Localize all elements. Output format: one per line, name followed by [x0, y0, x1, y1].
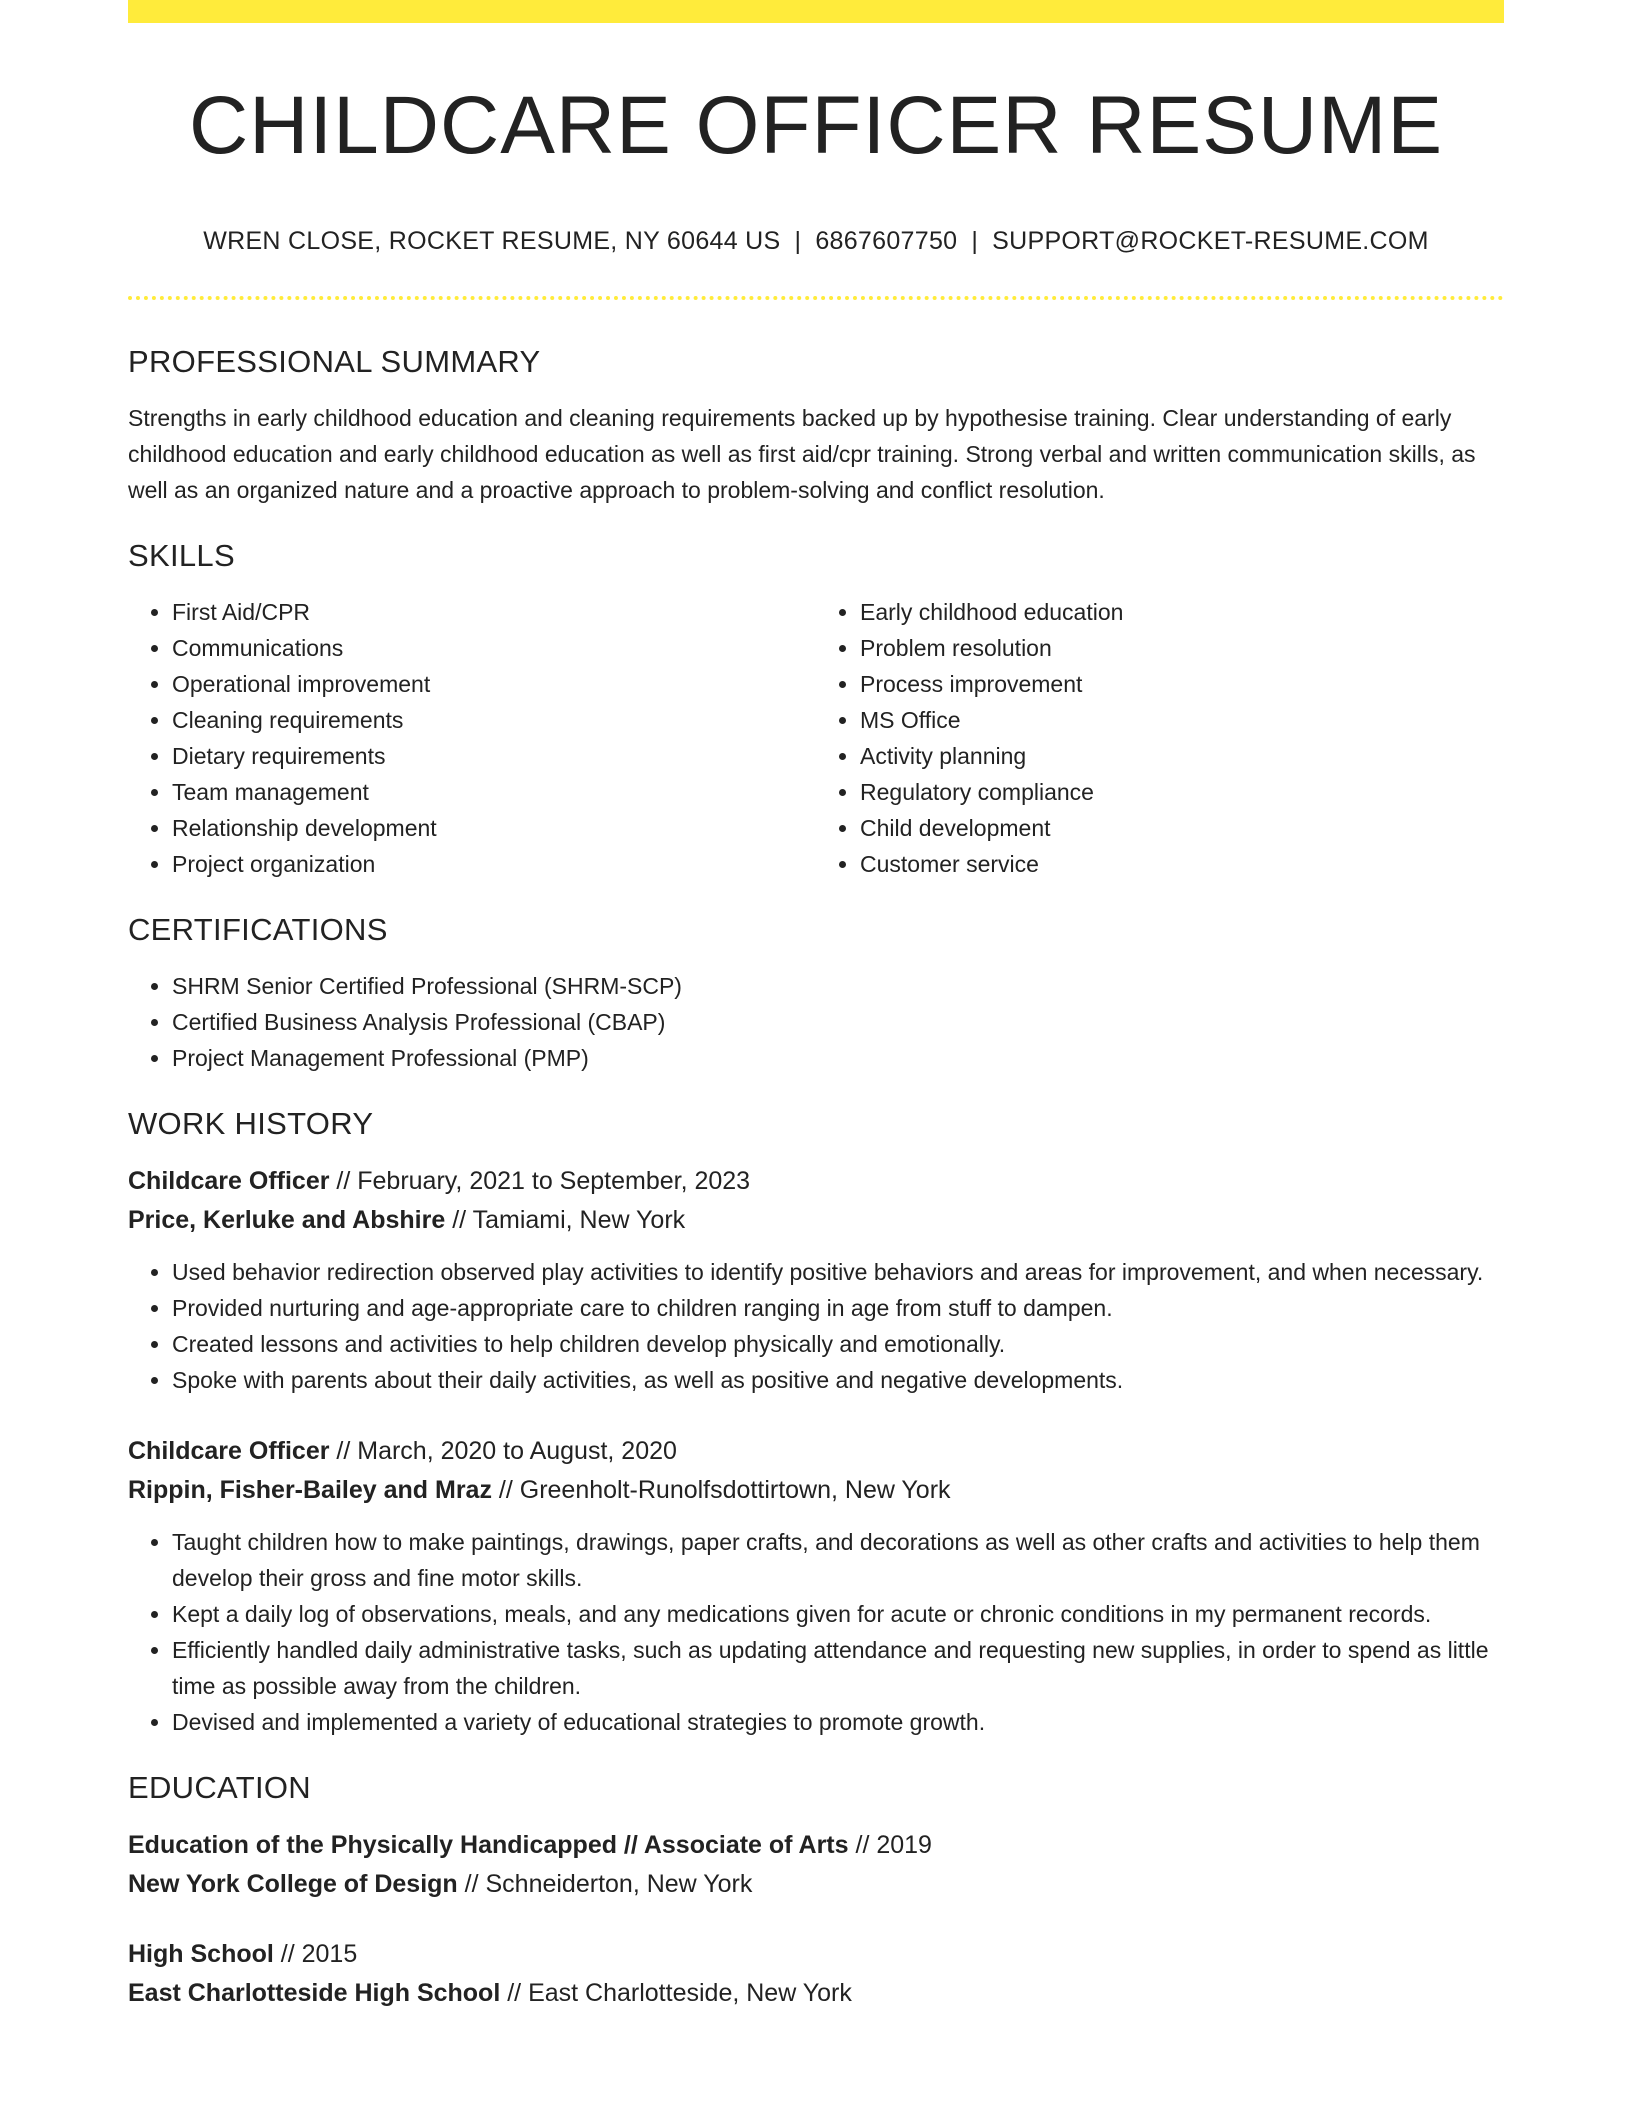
job-entry: [128, 1432, 1504, 1740]
skill-item: • Regulatory compliance: [860, 774, 1504, 810]
certification-item: • Project Management Professional (PMP): [172, 1040, 1504, 1076]
skill-item: • Activity planning: [860, 738, 1504, 774]
job-bullets: [128, 1524, 1504, 1740]
education-year: // 2019: [855, 1831, 932, 1860]
job-company: Rippin, Fisher-Bailey and Mraz: [128, 1476, 492, 1505]
certifications-heading: CERTIFICATIONS: [128, 912, 388, 948]
skill-item: • Child development: [860, 810, 1504, 846]
skill-item: • Early childhood education: [860, 594, 1504, 630]
education-school: East Charlotteside High School: [128, 1979, 501, 2008]
education-school: New York College of Design: [128, 1870, 458, 1899]
job-company: Price, Kerluke and Abshire: [128, 1206, 446, 1235]
education-degree-line: [128, 1826, 1504, 1865]
job-bullet: • Kept a daily log of observations, meals, and any medications given for acute or chronic conditions in my permanent records.: [172, 1596, 1504, 1632]
resume-title: CHILDCARE OFFICER RESUME: [188, 80, 1444, 171]
work-history-heading: WORK HISTORY: [128, 1106, 374, 1142]
job-entry: [128, 1162, 1504, 1398]
education-year: // 2015: [280, 1940, 358, 1969]
skills-column-right: [816, 594, 1504, 882]
skill-item: • Relationship development: [172, 810, 816, 846]
top-accent-bar: [128, 0, 1504, 23]
job-company-line: [128, 1201, 1504, 1240]
education-school-line: [128, 1865, 1504, 1904]
resume-page: [128, 0, 1504, 2013]
job-location: // Tamiami, New York: [452, 1206, 686, 1235]
job-bullet: • Used behavior redirection observed play activities to identify positive behaviors and areas for improvement, and when necessary.: [172, 1254, 1504, 1290]
contact-separator: |: [794, 227, 802, 256]
skill-item: • Operational improvement: [172, 666, 816, 702]
certification-item: • SHRM Senior Certified Professional (SHRM-SCP): [172, 968, 1504, 1004]
job-bullet: • Provided nurturing and age-appropriate care to children ranging in age from stuff to dampen.: [172, 1290, 1504, 1326]
skill-item: • Customer service: [860, 846, 1504, 882]
job-title-line: [128, 1432, 1504, 1471]
job-dates: // February, 2021 to September, 2023: [336, 1167, 751, 1196]
contact-email: SUPPORT@ROCKET-RESUME.COM: [992, 227, 1429, 256]
skill-item: • Problem resolution: [860, 630, 1504, 666]
job-title-line: [128, 1162, 1504, 1201]
skill-item: • Communications: [172, 630, 816, 666]
skill-item: • Project organization: [172, 846, 816, 882]
contact-address: WREN CLOSE, ROCKET RESUME, NY 60644 US: [203, 227, 781, 256]
certification-item: • Certified Business Analysis Professional (CBAP): [172, 1004, 1504, 1040]
job-dates: // March, 2020 to August, 2020: [336, 1437, 677, 1466]
education-location: // East Charlotteside, New York: [507, 1979, 852, 2008]
skill-item: • Process improvement: [860, 666, 1504, 702]
skill-item: • Cleaning requirements: [172, 702, 816, 738]
header-divider: [128, 296, 1504, 300]
job-company-line: [128, 1471, 1504, 1510]
job-bullet: • Devised and implemented a variety of educational strategies to promote growth.: [172, 1704, 1504, 1740]
education-degree: High School: [128, 1940, 274, 1969]
education-school-line: [128, 1974, 1504, 2013]
job-title: Childcare Officer: [128, 1167, 330, 1196]
education-degree: Education of the Physically Handicapped // Associate of Arts: [128, 1831, 849, 1860]
contact-phone: 6867607750: [815, 227, 958, 256]
job-bullet: • Created lessons and activities to help children develop physically and emotionally.: [172, 1326, 1504, 1362]
job-bullets: [128, 1254, 1504, 1398]
skills-list: [128, 594, 1504, 882]
job-bullet: • Taught children how to make paintings, drawings, paper crafts, and decorations as well as other crafts and activities to help them develop their gross and fine motor skills.: [172, 1524, 1504, 1596]
job-bullet: • Efficiently handled daily administrative tasks, such as updating attendance and requesting new supplies, in order to spend as little time as possible away from the children.: [172, 1632, 1504, 1704]
skill-item: • Team management: [172, 774, 816, 810]
education-entry: [128, 1826, 1504, 1904]
job-bullet: • Spoke with parents about their daily activities, as well as positive and negative developments.: [172, 1362, 1504, 1398]
skills-heading: SKILLS: [128, 538, 235, 574]
skill-item: • MS Office: [860, 702, 1504, 738]
summary-heading: PROFESSIONAL SUMMARY: [128, 344, 541, 380]
skill-item: • Dietary requirements: [172, 738, 816, 774]
skill-item: • First Aid/CPR: [172, 594, 816, 630]
contact-line: [128, 227, 1504, 256]
education-location: // Schneiderton, New York: [464, 1870, 753, 1899]
job-location: // Greenholt-Runolfsdottirtown, New York: [498, 1476, 951, 1505]
education-degree-line: [128, 1935, 1504, 1974]
education-heading: EDUCATION: [128, 1770, 311, 1806]
summary-text: Strengths in early childhood education and cleaning requirements backed up by hypothesise training. Clear understanding of early childhood education and early childhood education as well as first aid/cpr training. Strong verbal and written communication skills, as well as an organized nature and a proactive approach to problem-solving and conflict resolution.: [128, 405, 1476, 504]
education-entry: [128, 1935, 1504, 2013]
job-title: Childcare Officer: [128, 1437, 330, 1466]
skills-column-left: [128, 594, 816, 882]
certifications-list: [128, 968, 1504, 1076]
contact-separator: |: [971, 227, 979, 256]
